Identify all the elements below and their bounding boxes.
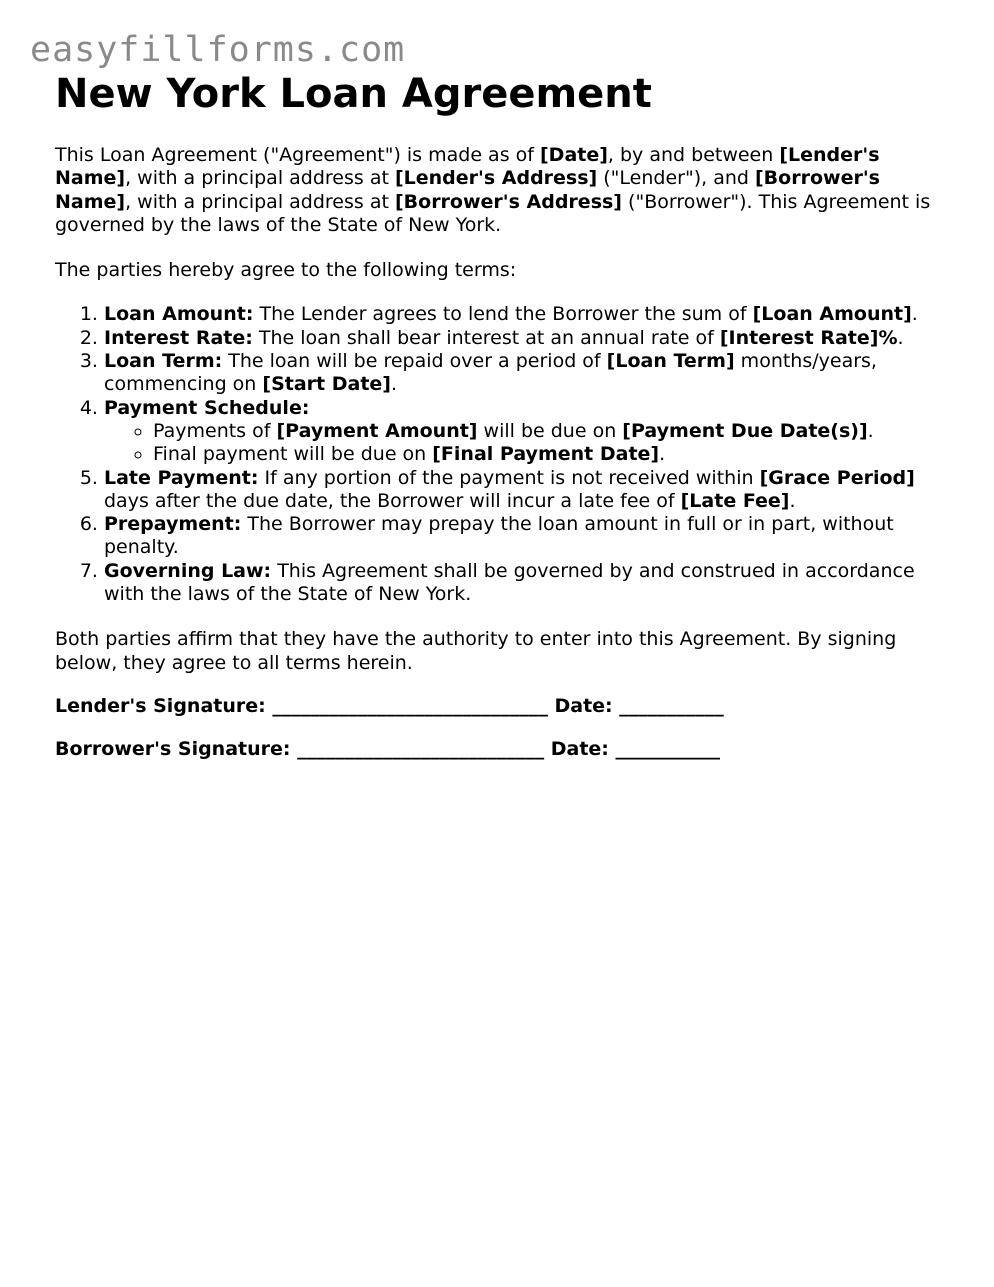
borrower-signature-line[interactable]: __________________________ [297, 738, 545, 761]
term-text: The loan shall bear interest at an annual rate of [252, 326, 720, 349]
document-body [55, 70, 955, 762]
term-text: The Borrower may prepay the loan amount in full or in part, without penalty. [104, 513, 894, 559]
term-label: Loan Term: [104, 350, 223, 373]
list-item [153, 420, 955, 443]
term-label: Late Payment: [104, 466, 259, 489]
list-item [153, 443, 955, 466]
intro-paragraph [55, 144, 955, 237]
payment-schedule-list [104, 420, 955, 467]
parties-statement: The parties hereby agree to the following terms: [55, 259, 517, 282]
lender-signature-line[interactable]: _____________________________ [272, 694, 548, 717]
lender-address-placeholder: [Lender's Address] [394, 167, 598, 190]
term-text: . [789, 489, 796, 512]
borrower-date-label: Date: [550, 738, 609, 761]
grace-period-placeholder: [Grace Period] [759, 466, 915, 489]
term-prepayment [104, 513, 955, 560]
term-text: The loan will be repaid over a period of [222, 350, 607, 373]
final-date-placeholder: [Final Payment Date] [432, 443, 660, 466]
lender-name-placeholder: [Lender's Name] [55, 144, 880, 190]
terms-list [55, 303, 955, 606]
term-governing-law [104, 560, 955, 607]
borrower-date-line[interactable]: ___________ [615, 738, 721, 761]
term-text: This Agreement shall be governed by and construed in accordance with the laws of the State of New York. [104, 559, 915, 606]
loan-amount-placeholder: [Loan Amount] [752, 303, 912, 326]
intro-text: This Loan Agreement ("Agreement") is made as of [55, 144, 540, 166]
borrower-address-placeholder: [Borrower's Address] [394, 190, 622, 213]
lender-date-label: Date: [554, 694, 613, 717]
interest-rate-placeholder: [Interest Rate]% [719, 326, 898, 349]
late-fee-placeholder: [Late Fee] [680, 489, 790, 512]
borrower-signature-label: Borrower's Signature: [55, 738, 291, 761]
watermark-logo: easyfillforms.com [30, 30, 406, 70]
term-text: . [659, 443, 666, 466]
loan-term-placeholder: [Loan Term] [606, 350, 735, 373]
date-placeholder: [Date] [539, 144, 608, 166]
term-text: If any portion of the payment is not received within [258, 466, 760, 489]
term-loan-term [104, 350, 955, 397]
start-date-placeholder: [Start Date] [262, 373, 391, 396]
payment-amount-placeholder: [Payment Amount] [276, 419, 478, 442]
term-text: months/years, commencing on [104, 350, 877, 396]
borrower-name-placeholder: [Borrower's Name] [55, 167, 880, 213]
term-text: days after the due date, the Borrower will incur a late fee of [104, 489, 681, 512]
term-label: Governing Law: [104, 559, 272, 582]
term-text: The Lender agrees to lend the Borrower the sum of [253, 303, 753, 326]
intro-text: ("Lender"), and [597, 167, 755, 190]
term-text: . [911, 303, 918, 326]
intro-text: ("Borrower"). This Agreement is governed by the laws of the State of New York. [55, 190, 931, 236]
term-text: Final payment will be due on [153, 443, 433, 466]
payment-due-placeholder: [Payment Due Date(s)] [622, 419, 868, 442]
lender-signature-label: Lender's Signature: [55, 694, 266, 717]
term-label: Prepayment: [104, 513, 242, 536]
term-label: Payment Schedule: [104, 396, 310, 419]
page-title: New York Loan Agreement [55, 71, 652, 117]
term-interest-rate [104, 327, 955, 350]
term-text: . [391, 373, 398, 396]
term-text: . [867, 419, 874, 442]
term-label: Loan Amount: [104, 303, 254, 326]
closing-paragraph: Both parties affirm that they have the authority to enter into this Agreement. By signing below, they agree to all terms herein. [55, 628, 897, 674]
term-payment-schedule [104, 397, 955, 467]
term-loan-amount [104, 303, 955, 326]
intro-text: , by and between [607, 144, 780, 166]
intro-text: , with a principal address at [125, 190, 395, 213]
borrower-signature-row [55, 738, 955, 761]
term-text: will be due on [477, 419, 623, 442]
term-late-payment [104, 467, 955, 514]
intro-text: , with a principal address at [125, 167, 395, 190]
lender-signature-row [55, 695, 955, 718]
lender-date-line[interactable]: ___________ [619, 694, 724, 717]
term-text: . [897, 326, 904, 349]
term-label: Interest Rate: [104, 326, 253, 349]
term-text: Payments of [153, 419, 277, 442]
